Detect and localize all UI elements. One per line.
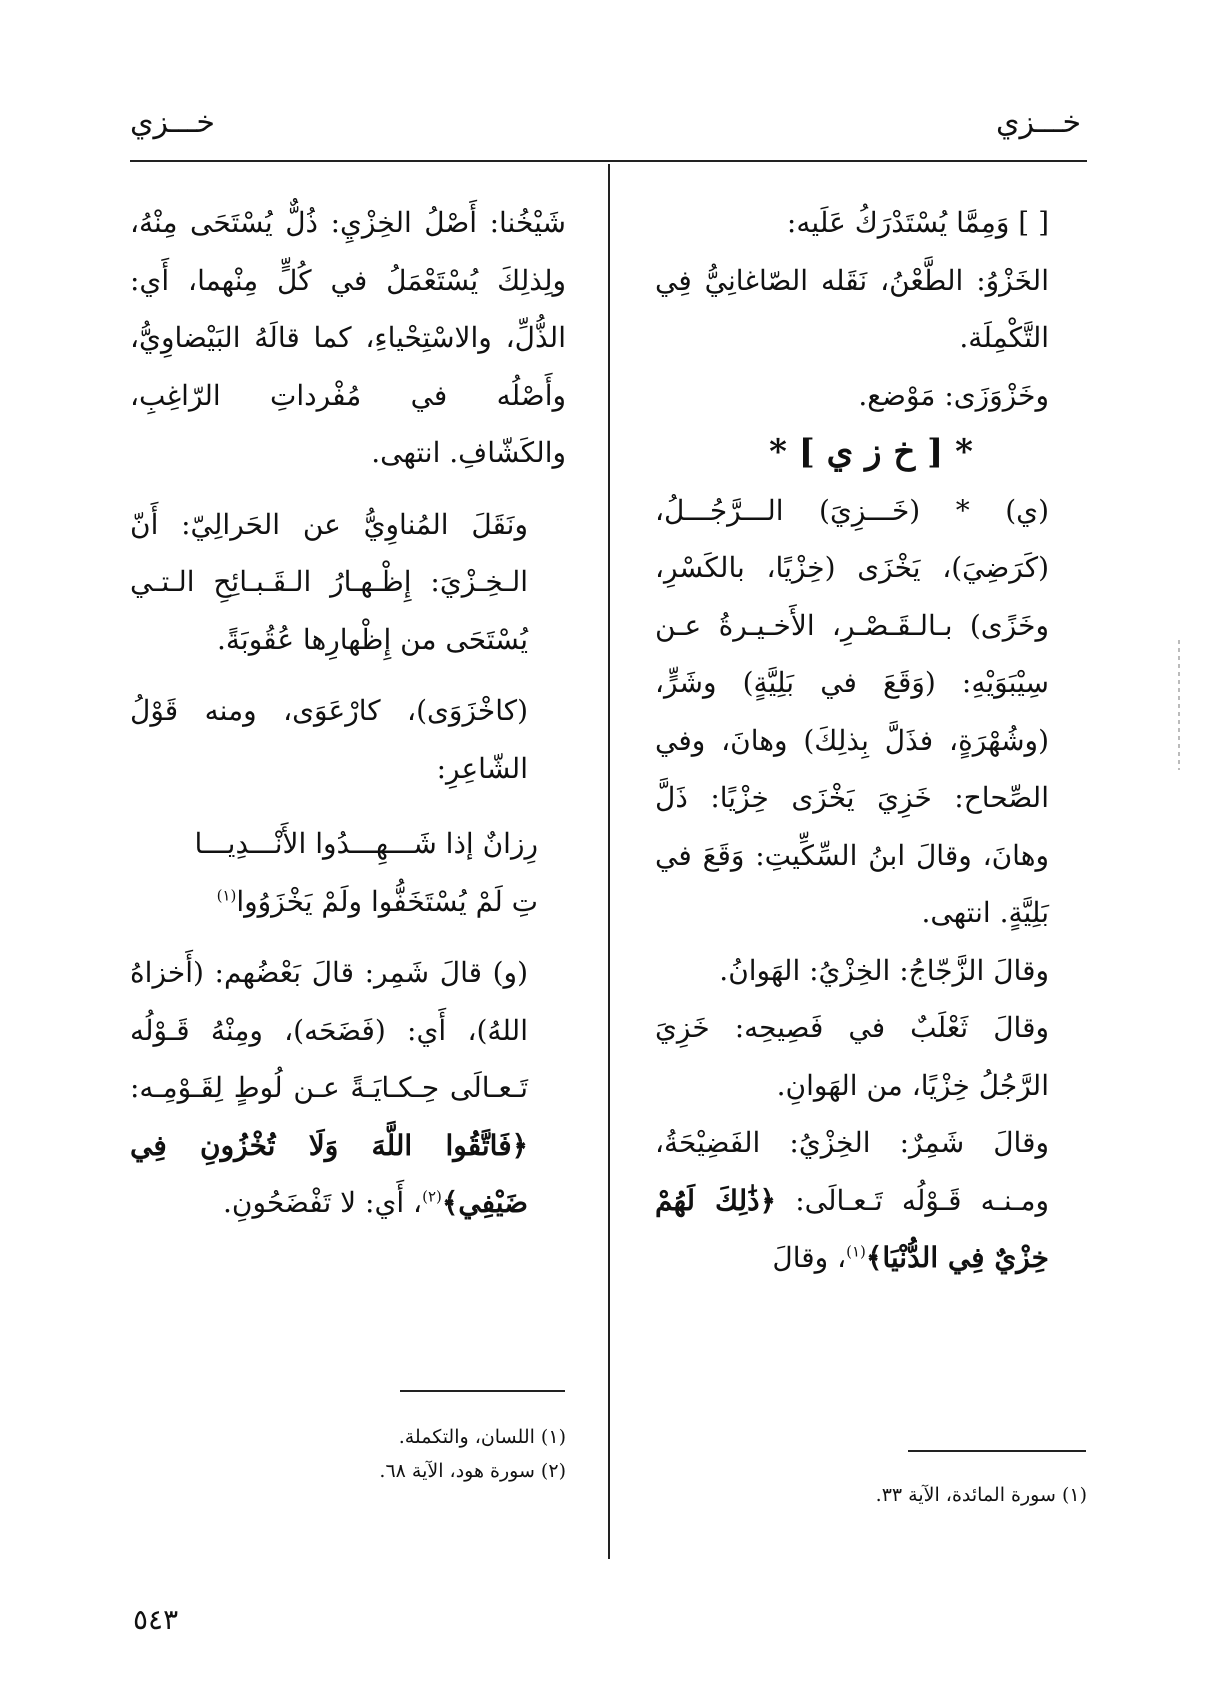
shamir-text: وقالَ شَمِرٌ: الخِزْيُ: الفَضِيْحَةُ، ومـنـه قَـوْلُه تَـعـالَى: (655, 1126, 1049, 1217)
paragraph-akhzahu (130, 944, 566, 1232)
footnote: (١) سورة المائدة، الآية ٣٣. (875, 1484, 1087, 1506)
paragraph-khazwaza: وخَزْوَزَى: مَوْضع. (858, 378, 1049, 412)
verse-line-2 (130, 873, 566, 931)
header-rule (130, 160, 1087, 162)
verse-line-1: رِزانٌ إذا شَـــهِـــدُوا الأَنْـــدِيـــا (194, 827, 538, 860)
paragraph-shaykhuna: شَيْخُنا: أَصْلُ الخِزْيِ: ذُلٌّ يُسْتَحَى مِنْهُ، ولِذلِكَ يُسْتَعْمَلُ في كُلٍّ مِنْهما، أَي: الذُّلِّ، والاسْتِحْياءِ، كما قالَهُ البَيْضاوِيُّ، وأَصْلُه في مُفْرداتِ الرّاغِبِ، والكَشّافِ. انتهى. (130, 206, 566, 469)
running-head-right: خـــزي (996, 105, 1081, 140)
paragraph-thalab: وقالَ ثَعْلَبٌ في فَصِيحِه: خَزِيَ الرَّجُلُ خِزْيًا، من الهَوانِ. (655, 1011, 1049, 1102)
addendum-intro: [ ] وَمِمَّا يُسْتَدْرَكُ عَلَيه: (786, 206, 1049, 239)
paragraph-munawi: ونَقَلَ المُناوِيُّ عن الحَرالِيّ: أَنّ الـخِـزْيَ: إِظْـهـارُ الـقَـبـائِحِ الـتـي يُسْتَحَى من إِظْهارِها عُقُوبَةً. (130, 507, 528, 656)
footnote-rule-right (908, 1450, 1086, 1452)
paragraph-khaziya: (ي) * (خَـــزِيَ) الـــرَّجُـــلُ، (كَرَضِيَ)، يَخْزَى (خِزْيًا، بالكَسْرِ، وخَزًى) بـالـقَـصْـرِ، الأَخـيـرةُ عـن سِيْبَوَيْهِ: (وَقَعَ في بَلِيَّةٍ) وشَرٍّ، (وشُهْرَةٍ، فذَلَّ بِذلِكَ) وهانَ، وفي الصِّحاح: خَزِيَ يَخْزَى خِزْيًا: ذَلَّ وهانَ، وقالَ ابنُ السِّكِّيتِ: وَقَعَ في بَلِيَّةٍ. انتهى. (655, 493, 1049, 929)
quran-quote: ﴿ذَٰلِكَ لَهُمْ خِزْيٌ فِي الدُّنْيَا﴾ (655, 1183, 1049, 1274)
footnote-ref: (٢) (422, 1187, 442, 1206)
footnote-ref: (١) (216, 886, 237, 905)
akhzahu-text: (و) قالَ شَمِر: قالَ بَعْضُهم: (أَخزاهُ اللهُ)، أَي: (فَضَحَه)، ومِنْهُ قَـوْلُه تَـعـالَى حِـكـايَـةً عـن لُوطٍ لِقَـوْمِـه: (130, 956, 528, 1104)
scan-edge-marks (1178, 640, 1180, 770)
verse-line-2-text: تِ لَمْ يُسْتَخَفُّوا ولَمْ يَخْزَوُوا (236, 884, 538, 918)
footnote-ref: (١) (846, 1242, 866, 1261)
paragraph-zajjaj: وقالَ الزَّجّاجُ: الخِزْيُ: الهَوانُ. (719, 953, 1049, 987)
footnotes-left (130, 1420, 566, 1488)
running-head-left: خـــزي (130, 105, 215, 140)
quran-quote: ﴿فَاتَّقُوا اللَّهَ وَلَا تُخْزُونِ فِي ضَيْفِي﴾ (130, 1128, 528, 1219)
footnote: (١) اللسان، والتكملة. (398, 1426, 566, 1448)
footnotes-right (655, 1478, 1087, 1512)
column-divider (608, 164, 610, 1559)
akhzahu-text-end: ، أَي: لا تَفْضَحُونِ. (223, 1186, 423, 1219)
paragraph-ikhzawa: (كاخْزَوَى)، كارْعَوَى، ومنه قَوْلُ الشّاعِرِ: (130, 694, 528, 785)
shamir-text-end: ، وقالَ (772, 1241, 847, 1274)
page-number: ٥٤٣ (133, 1603, 179, 1636)
right-column (655, 194, 1087, 1287)
entry-heading: * [ خ ز ي ] * (769, 432, 973, 472)
paragraph-shamir (655, 1114, 1087, 1287)
footnote: (٢) سورة هود، الآية ٦٨. (379, 1460, 566, 1482)
footnote-rule-left (400, 1390, 565, 1392)
paragraph-khazw: الخَزْوُ: الطَّعْنُ، نَقَله الصّاغانِيُّ فِي التَّكْمِلَة. (655, 263, 1049, 354)
left-column (130, 194, 566, 1232)
